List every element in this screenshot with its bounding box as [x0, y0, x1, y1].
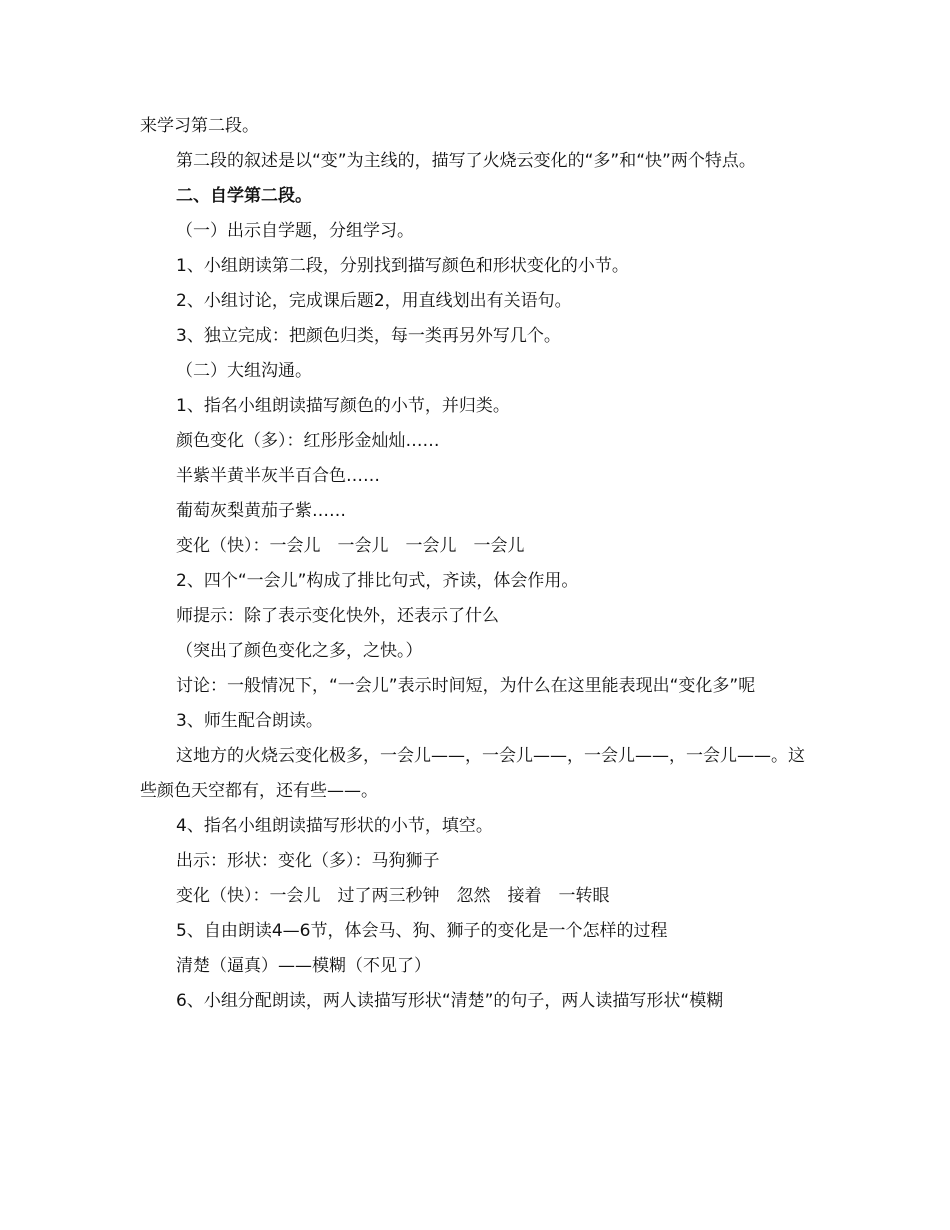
- paragraph: 清楚（逼真）——模糊（不见了）: [176, 956, 431, 976]
- paragraph: 师提示：除了表示变化快外，还表示了什么: [176, 606, 499, 626]
- list-item: 2、四个“一会儿”构成了排比句式，齐读，体会作用。: [176, 571, 579, 591]
- list-item: 1、小组朗读第二段，分别找到描写颜色和形状变化的小节。: [176, 256, 629, 276]
- paragraph: 颜色变化（多）：红彤彤金灿灿……: [176, 431, 440, 451]
- list-item: 4、指名小组朗读描写形状的小节，填空。: [176, 816, 493, 836]
- paragraph: 来学习第二段。: [140, 116, 259, 136]
- paragraph: 半紫半黄半灰半百合色……: [176, 466, 380, 486]
- paragraph: （二）大组沟通。: [176, 361, 312, 381]
- paragraph: 这地方的火烧云变化极多，一会儿——，一会儿——，一会儿——，一会儿——。这些颜色天空都有，还有些——。: [140, 746, 805, 801]
- document-body: [140, 109, 812, 1019]
- paragraph: 变化（快）：一会儿 过了两三秒钟 忽然 接着 一转眼: [176, 886, 610, 906]
- paragraph: 第二段的叙述是以“变”为主线的，描写了火烧云变化的“多”和“快”两个特点。: [176, 151, 756, 171]
- section-heading: 二、自学第二段。: [176, 186, 312, 206]
- list-item: 3、师生配合朗读。: [176, 711, 323, 731]
- list-item: 5、自由朗读4—6节，体会马、狗、狮子的变化是一个怎样的过程: [176, 921, 668, 941]
- paragraph: 变化（快）：一会儿 一会儿 一会儿 一会儿: [176, 536, 525, 556]
- list-item: 1、指名小组朗读描写颜色的小节，并归类。: [176, 396, 510, 416]
- paragraph: （突出了颜色变化之多，之快。）: [176, 641, 423, 661]
- paragraph: 出示：形状：变化（多）：马狗狮子: [176, 851, 440, 871]
- paragraph: 讨论：一般情况下，“一会儿”表示时间短，为什么在这里能表现出“变化多”呢: [176, 676, 756, 696]
- list-item: 3、独立完成：把颜色归类，每一类再另外写几个。: [176, 326, 561, 346]
- list-item: 6、小组分配朗读，两人读描写形状“清楚”的句子，两人读描写形状“模糊: [176, 991, 724, 1011]
- paragraph: （一）出示自学题，分组学习。: [176, 221, 414, 241]
- paragraph: 葡萄灰梨黄茄子紫……: [176, 501, 346, 521]
- list-item: 2、小组讨论，完成课后题2，用直线划出有关语句。: [176, 291, 572, 311]
